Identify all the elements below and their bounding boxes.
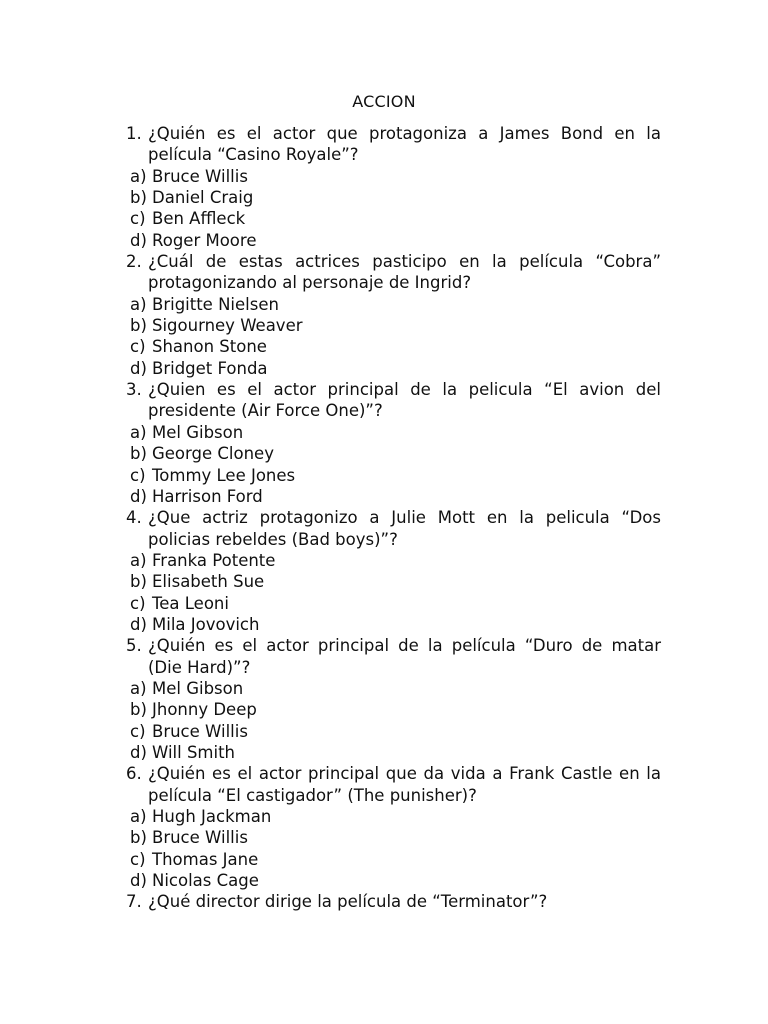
option-letter: c) [130,465,146,485]
option-letter: b) [130,188,147,208]
option-letter: d) [130,486,147,506]
question-number: 4. [126,508,142,528]
question-text: ¿Quién es el actor que protagoniza a James Bond en la película “Casino Royale”? [148,124,661,165]
question-number: 1. [126,124,142,143]
question-text: ¿Quien es el actor principal de la pelicula “El avion del presidente (Air Force One)”? [148,380,661,421]
question-number: 6. [126,764,142,784]
option-text: Elisabeth Sue [152,572,265,592]
option-1c [126,208,661,229]
option-4a [126,550,661,571]
option-text: Ben Affleck [152,209,246,229]
option-text: Will Smith [152,742,236,762]
question-number: 7. [126,892,142,912]
option-3c [126,465,661,486]
option-text: Roger Moore [152,230,257,250]
question-3 [126,379,661,422]
option-letter: c) [130,337,146,357]
option-2d [126,358,661,379]
question-6 [126,763,661,806]
option-3d [126,486,661,507]
option-letter: d) [130,358,147,378]
option-letter: b) [130,444,147,464]
option-4d [126,614,661,635]
question-7 [126,891,661,912]
option-1a [126,166,661,187]
option-letter: b) [130,828,147,848]
option-1b [126,187,661,208]
option-text: Bruce Willis [152,721,248,741]
option-letter: b) [130,572,147,592]
question-1 [126,123,661,166]
option-3b [126,443,661,464]
question-number: 3. [126,380,142,400]
option-text: Hugh Jackman [152,807,272,826]
option-2b [126,315,661,336]
option-5a [126,678,661,699]
option-2c [126,336,661,357]
option-letter: b) [130,700,147,720]
option-letter: d) [130,742,147,762]
option-letter: a) [130,807,147,826]
option-5c [126,721,661,742]
option-text: Mel Gibson [152,422,244,442]
option-text: Shanon Stone [152,337,267,357]
option-text: Tommy Lee Jones [152,465,296,485]
option-6d [126,870,661,891]
option-4b [126,571,661,592]
option-text: Nicolas Cage [152,871,259,891]
option-text: Bruce Willis [152,828,248,848]
option-letter: b) [130,316,147,336]
option-letter: d) [130,614,147,634]
option-letter: a) [130,550,147,570]
option-letter: a) [130,294,147,314]
option-letter: a) [130,678,147,698]
option-5d [126,742,661,763]
option-text: Franka Potente [152,550,276,570]
question-5 [126,635,661,678]
option-letter: c) [130,209,146,229]
option-letter: a) [130,166,147,186]
question-text: ¿Quién es el actor principal que da vida a Frank Castle en la película “El castigador” (The punisher)? [148,764,661,805]
question-2 [126,251,661,294]
question-number: 2. [126,252,142,272]
question-text: ¿Qué director dirige la película de “Terminator”? [148,892,548,912]
option-text: Tea Leoni [152,593,229,613]
question-4 [126,507,661,550]
option-2a [126,294,661,315]
option-letter: d) [130,230,147,250]
option-text: Harrison Ford [152,486,263,506]
question-text: ¿Quién es el actor principal de la película “Duro de matar (Die Hard)”? [148,636,661,677]
option-text: Brigitte Nielsen [152,294,279,314]
option-6a [126,806,661,827]
option-letter: a) [130,422,147,442]
option-6c [126,849,661,870]
document-title: ACCION [352,92,416,111]
option-text: Thomas Jane [152,849,259,869]
option-text: Mel Gibson [152,678,244,698]
option-text: Sigourney Weaver [152,316,303,336]
option-6b [126,827,661,848]
option-3a [126,422,661,443]
option-text: Jhonny Deep [152,700,257,720]
option-text: Bruce Willis [152,166,248,186]
option-letter: c) [130,593,146,613]
option-letter: c) [130,721,146,741]
option-4c [126,593,661,614]
option-text: George Cloney [152,444,274,464]
option-text: Bridget Fonda [152,358,268,378]
option-letter: d) [130,871,147,891]
option-text: Daniel Craig [152,188,254,208]
question-text: ¿Que actriz protagonizo a Julie Mott en la pelicula “Dos policias rebeldes (Bad boys)”? [148,508,661,549]
option-text: Mila Jovovich [152,614,260,634]
question-number: 5. [126,636,142,656]
question-text: ¿Cuál de estas actrices pasticipo en la película “Cobra” protagonizando al personaje de Ingrid? [148,252,661,293]
quiz-content [126,123,661,913]
option-5b [126,699,661,720]
option-1d [126,230,661,251]
option-letter: c) [130,849,146,869]
